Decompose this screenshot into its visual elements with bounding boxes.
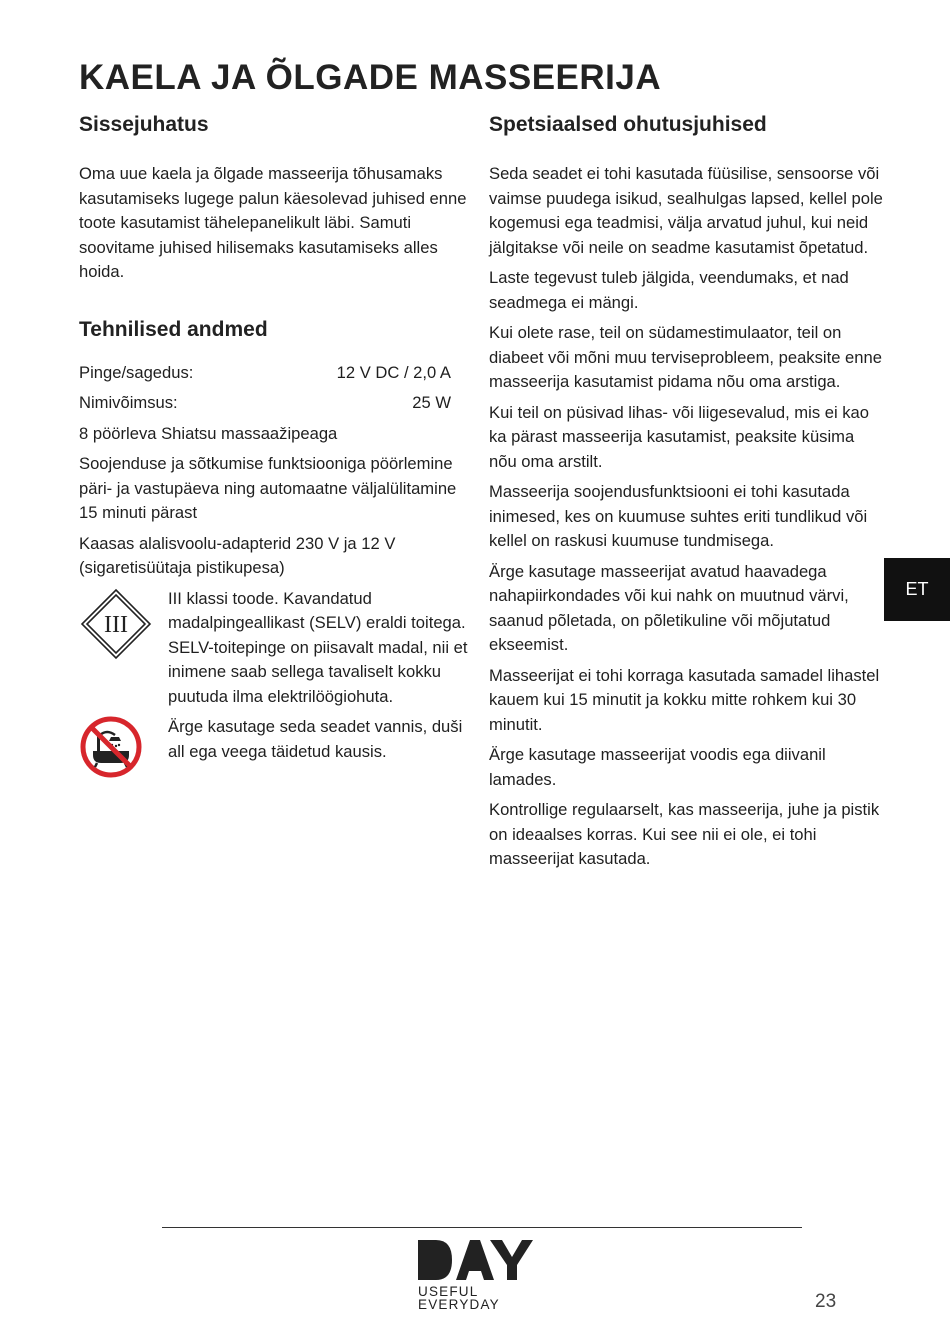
class-iii-text: III klassi toode. Kavandatud madalpingeallikast (SELV) eraldi toitega. SELV-toitepinge on piisavalt madal, nii et inimene saab sellega tavaliselt kokku puutuda ilma elektrilöögiohuta. [168,588,468,706]
spec-row [79,391,451,416]
class-iii-icon-label: III [104,611,128,638]
safety-paragraph: Kui olete rase, teil on südamestimulaator, teil on diabeet või mõni muu terviseprobleem, peaksite enne masseerija kasutamist pidama nõu oma arstiga. [489,323,882,391]
safety-paragraph: Ärge kasutage masseerijat avatud haavadega nahapiirkondades või kui nahk on muutnud värvi, saanud põletada, on põletikuline või mõjutatud ekseemist. [489,561,849,654]
feature-text: Kaasas alalisvoolu-adapterid 230 V ja 12 V (sigaretisüütaja pistikupesa) [79,533,396,577]
spec-label: Pinge/sagedus: [79,362,194,382]
page-number: 23 [815,1291,837,1312]
class-iii-icon [79,587,153,661]
safety-paragraph: Ärge kasutage masseerijat voodis ega diivanil lamades. [489,745,826,789]
logo-line-2: EVERYDAY [418,1297,500,1312]
footer-divider [162,1227,802,1228]
no-bath-text: Ärge kasutage seda seadet vannis, duši all ega veega täidetud kausis. [168,717,463,761]
feature-text: Soojenduse ja sõtkumise funktsiooniga pöörlemine päri- ja vastupäeva ning automaatne väljalülitamine 15 minuti pärast [79,454,457,522]
left-column [79,110,469,784]
day-logo-icon [418,1240,533,1280]
spec-list [79,361,469,416]
safety-paragraph: Kontrollige regulaarselt, kas masseerija, juhe ja pistik on ideaalses korras. Kui see nii ei ole, ei tohi masseerijat kasutada. [489,800,880,868]
safety-paragraph: Masseerijat ei tohi korraga kasutada samadel lihastel kauem kui 15 minutit ja kokku mitte rohkem kui 30 minutit. [489,665,880,734]
spec-value: 25 W [412,393,451,412]
class-iii-notice [79,587,469,710]
spec-row [79,361,451,386]
no-bath-icon [79,715,143,779]
logo-line-1: USEFUL [418,1284,479,1299]
safety-paragraph: Seda seadet ei tohi kasutada füüsilise, sensoorse või vaimse puudega isikud, sealhulgas lapsed, kellel pole kogemusi ega teadmisi, välja arvatud juhul, kui neid jälgitakse või neile on seadme kasutamist õpetatud. [489,164,883,257]
intro-heading: Sissejuhatus [79,113,209,136]
safety-paragraph: Masseerija soojendusfunktsiooni ei tohi kasutada inimesed, kes on kuumuse suhtes eriti tundlikud või kellel on raskusi kuumuse tundmisega. [489,482,868,550]
no-bath-notice [79,715,469,784]
safety-heading: Spetsiaalsed ohutusjuhised [489,113,767,136]
page-title: KAELA JA ÕLGADE MASSEERIJA [79,58,662,97]
safety-list [489,162,884,872]
brand-logo [418,1240,533,1311]
right-column [489,110,884,878]
intro-text: Oma uue kaela ja õlgade masseerija tõhusamaks kasutamiseks lugege palun käesolevad juhised enne toote kasutamist tähelepanelikult läbi. Samuti soovitame juhised hilisemaks kasutamiseks alles hoida. [79,164,467,281]
safety-paragraph: Kui teil on püsivad lihas- või liigesevalud, mis ei kao ka pärast masseerija kasutamist, peaksite küsima nõu oma arstilt. [489,402,870,471]
spec-label: Nimivõimsus: [79,393,178,412]
spec-value: 12 V DC / 2,0 A [336,362,451,382]
language-tab: ET [884,558,950,621]
safety-paragraph: Laste tegevust tuleb jälgida, veendumaks, et nad seadmega ei mängi. [489,268,849,312]
tech-heading: Tehnilised andmed [79,317,268,341]
feature-text: 8 pöörleva Shiatsu massaažipeaga [79,423,338,443]
